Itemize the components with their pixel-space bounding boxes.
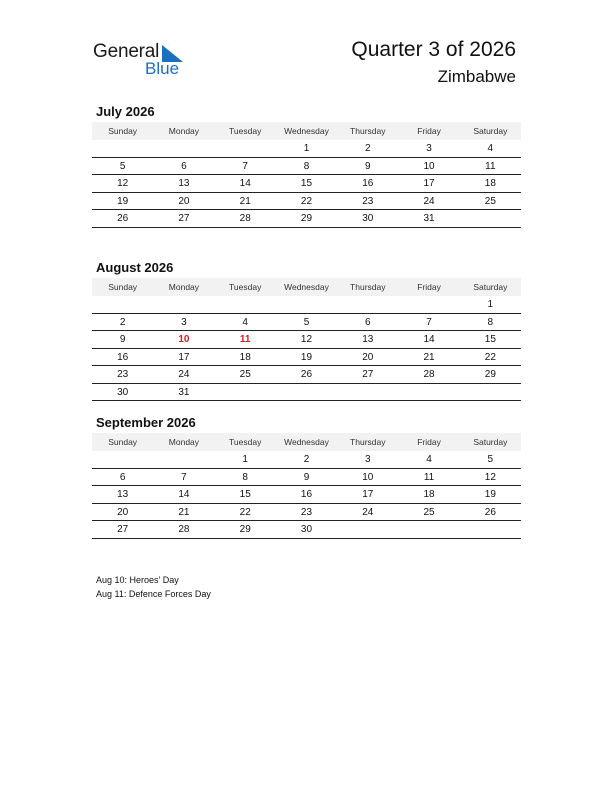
day-cell: 17	[362, 489, 374, 500]
weekday-label: Saturday	[473, 282, 508, 292]
day-cell: 20	[117, 506, 129, 518]
day-cell: 26	[300, 369, 313, 380]
day-cell: 4	[242, 316, 248, 328]
week-row	[92, 158, 521, 176]
day-cell: 3	[364, 454, 371, 465]
day-cell: 13	[117, 489, 129, 500]
day-cell: 15	[300, 178, 313, 189]
day-cell: 16	[117, 351, 129, 363]
day-cell: 2	[119, 316, 126, 328]
week-row	[92, 331, 521, 349]
day-cell	[215, 384, 276, 401]
week-row	[92, 349, 521, 367]
day-cell: 27	[362, 369, 374, 380]
day-cell: 9	[119, 334, 126, 345]
day-cell: 13	[362, 334, 374, 345]
day-cell: 6	[181, 160, 187, 172]
day-cell: 27	[117, 524, 129, 535]
day-cell	[460, 210, 521, 227]
day-cell: 21	[178, 506, 190, 518]
month-title: July 2026	[96, 104, 155, 119]
day-cell: 17	[178, 351, 190, 363]
day-cell: 28	[239, 213, 251, 224]
holiday-day-cell: 10	[178, 334, 190, 345]
day-cell: 11	[485, 160, 496, 172]
day-cell: 21	[239, 195, 251, 207]
day-cell: 12	[484, 471, 496, 483]
day-cell: 14	[178, 489, 190, 500]
day-cell	[337, 296, 398, 313]
month-title: August 2026	[96, 260, 174, 275]
day-cell: 27	[178, 213, 190, 224]
day-cell	[398, 296, 459, 313]
week-row	[92, 469, 521, 487]
day-cell	[215, 140, 276, 157]
weekday-label: Thursday	[350, 282, 386, 292]
day-cell: 25	[484, 195, 496, 207]
day-cell: 15	[239, 489, 251, 500]
weekday-label: Monday	[168, 126, 200, 136]
day-cell: 20	[178, 195, 190, 207]
week-row	[92, 366, 521, 384]
weekday-label: Wednesday	[284, 126, 329, 136]
day-cell: 9	[303, 471, 310, 483]
day-cell: 22	[300, 195, 313, 207]
day-cell: 19	[117, 195, 129, 207]
day-cell: 24	[362, 506, 374, 518]
day-cell	[276, 384, 337, 401]
day-cell: 6	[364, 316, 371, 328]
day-cell: 1	[242, 454, 248, 465]
day-cell: 11	[423, 471, 435, 483]
day-cell: 5	[119, 160, 126, 172]
day-cell: 12	[117, 178, 129, 189]
weekday-label: Wednesday	[284, 437, 329, 447]
day-cell: 30	[300, 524, 313, 535]
day-cell: 1	[487, 299, 494, 310]
day-cell: 8	[303, 160, 310, 172]
weekday-label: Tuesday	[229, 282, 262, 292]
day-cell: 28	[178, 524, 190, 535]
day-cell: 16	[300, 489, 313, 500]
week-row	[92, 193, 521, 211]
holiday-notes	[96, 573, 211, 601]
weekday-label: Saturday	[473, 437, 508, 447]
day-cell: 5	[487, 454, 494, 465]
week-rows	[92, 451, 521, 539]
day-cell: 8	[487, 316, 494, 328]
week-rows	[92, 140, 521, 228]
week-row	[92, 504, 521, 522]
weekday-label: Thursday	[350, 437, 386, 447]
holiday-day-cell: 11	[239, 334, 251, 345]
weekday-label: Tuesday	[229, 126, 262, 136]
day-cell: 31	[423, 213, 435, 224]
country-name: Zimbabwe	[437, 67, 516, 86]
day-cell: 4	[426, 454, 432, 465]
weekday-label: Friday	[417, 126, 441, 136]
holiday-note: Aug 11: Defence Forces Day	[96, 589, 211, 599]
week-row	[92, 140, 521, 158]
day-cell: 2	[364, 143, 371, 154]
holiday-note: Aug 10: Heroes’ Day	[96, 575, 179, 585]
day-cell: 23	[117, 369, 129, 380]
day-cell: 29	[239, 524, 251, 535]
weekday-label: Sunday	[108, 437, 138, 447]
day-cell	[460, 384, 521, 401]
logo-text-general: General	[93, 41, 160, 62]
day-cell: 31	[178, 386, 190, 398]
day-cell: 5	[303, 316, 310, 328]
day-cell: 18	[484, 178, 496, 189]
weekday-label: Thursday	[350, 126, 386, 136]
day-cell: 7	[181, 471, 187, 483]
day-cell: 30	[117, 386, 129, 398]
day-cell: 29	[484, 369, 496, 380]
weekday-header-row	[92, 433, 521, 451]
week-row	[92, 451, 521, 469]
page-title: Quarter 3 of 2026	[351, 38, 516, 61]
day-cell: 21	[423, 351, 435, 363]
day-cell: 22	[239, 506, 251, 518]
day-cell: 19	[484, 489, 496, 500]
week-row	[92, 175, 521, 193]
day-cell: 10	[423, 160, 435, 172]
week-row	[92, 384, 521, 402]
day-cell: 8	[242, 471, 248, 483]
day-cell: 4	[487, 143, 494, 154]
weekday-label: Friday	[417, 437, 441, 447]
day-cell: 18	[239, 351, 251, 363]
day-cell: 17	[423, 178, 435, 189]
weekday-label: Wednesday	[284, 282, 329, 292]
weekday-label: Monday	[168, 437, 200, 447]
day-cell: 26	[117, 213, 129, 224]
weekday-header-row	[92, 122, 521, 140]
day-cell: 7	[426, 316, 432, 328]
day-cell	[276, 296, 337, 313]
day-cell: 13	[178, 178, 190, 189]
day-cell: 10	[362, 471, 374, 483]
day-cell: 23	[362, 195, 374, 207]
day-cell	[92, 451, 153, 468]
week-row	[92, 210, 521, 228]
day-cell: 12	[300, 334, 313, 345]
day-cell: 28	[423, 369, 435, 380]
day-cell: 15	[484, 334, 496, 345]
day-cell: 3	[426, 143, 432, 154]
day-cell: 19	[300, 351, 313, 363]
weekday-header-row	[92, 278, 521, 296]
day-cell	[398, 521, 459, 538]
day-cell: 3	[181, 316, 187, 328]
day-cell	[92, 140, 153, 157]
day-cell: 18	[423, 489, 435, 500]
day-cell: 25	[423, 506, 435, 518]
weekday-label: Tuesday	[229, 437, 262, 447]
day-cell	[398, 384, 459, 401]
weekday-label: Sunday	[108, 126, 138, 136]
day-cell	[460, 521, 521, 538]
day-cell: 16	[362, 178, 374, 189]
day-cell	[153, 140, 214, 157]
week-row	[92, 314, 521, 332]
day-cell	[337, 521, 398, 538]
day-cell: 7	[242, 160, 248, 172]
day-cell: 22	[484, 351, 496, 363]
day-cell: 25	[239, 369, 251, 380]
weekday-label: Sunday	[108, 282, 138, 292]
week-rows	[92, 296, 521, 401]
day-cell: 24	[178, 369, 190, 380]
day-cell: 14	[239, 178, 251, 189]
day-cell: 26	[484, 506, 496, 518]
weekday-label: Saturday	[473, 126, 508, 136]
day-cell: 6	[119, 471, 126, 483]
week-row	[92, 296, 521, 314]
day-cell: 24	[423, 195, 435, 207]
day-cell: 29	[300, 213, 313, 224]
day-cell: 9	[364, 160, 371, 172]
month-title: September 2026	[96, 415, 196, 430]
day-cell: 30	[362, 213, 374, 224]
day-cell	[92, 296, 153, 313]
weekday-label: Monday	[168, 282, 200, 292]
day-cell: 23	[300, 506, 313, 518]
weekday-label: Friday	[417, 282, 441, 292]
day-cell	[215, 296, 276, 313]
day-cell: 1	[303, 143, 310, 154]
day-cell	[153, 451, 214, 468]
week-row	[92, 521, 521, 539]
week-row	[92, 486, 521, 504]
logo	[93, 41, 193, 81]
day-cell: 20	[362, 351, 374, 363]
day-cell: 2	[303, 454, 310, 465]
day-cell: 14	[423, 334, 435, 345]
logo-text-blue: Blue	[145, 59, 180, 78]
day-cell	[337, 384, 398, 401]
day-cell	[153, 296, 214, 313]
